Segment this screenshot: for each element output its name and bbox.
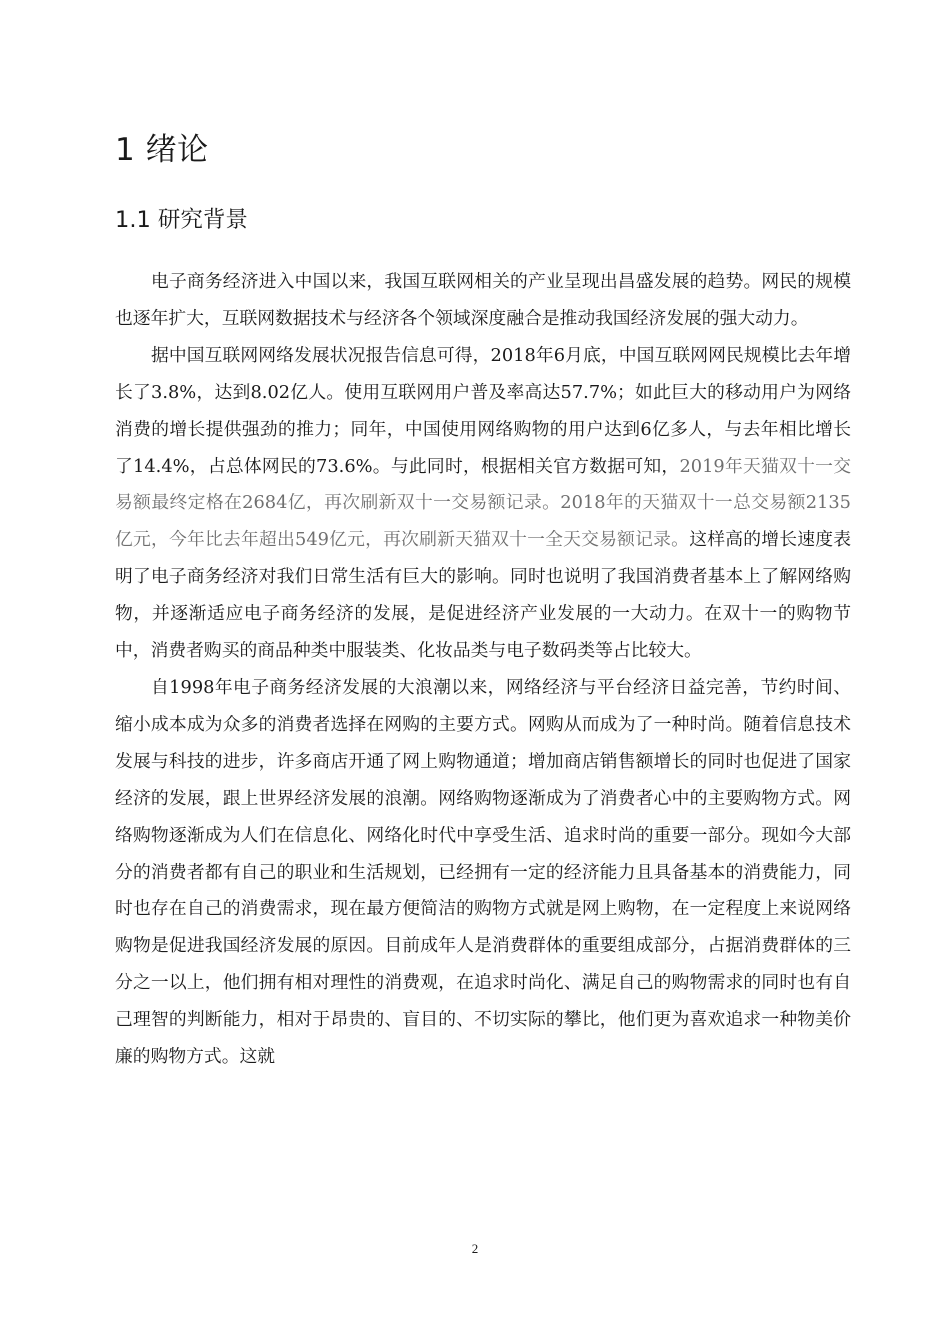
body-text [115, 264, 851, 1076]
page-number: 2 [471, 1241, 479, 1256]
section-title: 1.1 研究背景 [115, 207, 248, 233]
paragraph-2-part-a: 据中国互联网网络发展状况报告信息可得，2018年6月底，中国互联网网民规模比去年增长了3.8%，达到8.02亿人。使用互联网用户普及率高达57.7%；如此巨大的移动用户为网络消费的增长提供强劲的推力；同年，中国使用网络购物的用户达到6亿多人，与去年相比增长了14.4%，占总体网民的73.6%。与此同时，根据相关官方数据可知， [115, 344, 851, 477]
chapter-title: 1 绪论 [115, 132, 209, 168]
paragraph-3: 自1998年电子商务经济发展的大浪潮以来，网络经济与平台经济日益完善，节约时间、缩小成本成为众多的消费者选择在网购的主要方式。网购从而成为了一种时尚。随着信息技术发展与科技的进步，许多商店开通了网上购物通道；增加商店销售额增长的同时也促进了国家经济的发展，跟上世界经济发展的浪潮。网络购物逐渐成为了消费者心中的主要购物方式。网络购物逐渐成为人们在信息化、网络化时代中享受生活、追求时尚的重要一部分。现如今大部分的消费者都有自己的职业和生活规划，已经拥有一定的经济能力且具备基本的消费能力，同时也存在自己的消费需求，现在最方便简洁的购物方式就是网上购物，在一定程度上来说网络购物是促进我国经济发展的原因。目前成年人是消费群体的重要组成部分，占据消费群体的三分之一以上，他们拥有相对理性的消费观，在追求时尚化、满足自己的购物需求的同时也有自己理智的判断能力，相对于昂贵的、盲目的、不切实际的攀比，他们更为喜欢追求一种物美价廉的购物方式。这就 [115, 676, 851, 1068]
paragraph-2-part-c: 这样高的增长速度表明了电子商务经济对我们日常生活有巨大的影响。同时也说明了我国消费者基本上了解网络购物，并逐渐适应电子商务经济的发展，是促进经济产业发展的一大动力。在双十一的购物节中，消费者购买的商品种类中服装类、化妆品类与电子数码类等占比较大。 [115, 529, 851, 662]
paragraph-2-tmall-data: 2019年天猫双十一交易额最终定格在2684亿，再次刷新双十一交易额记录。2018年的天猫双十一总交易额2135亿元，今年比去年超出549亿元，再次刷新天猫双十一全天交易额记录。 [115, 455, 851, 551]
paragraph-2 [115, 338, 851, 670]
paragraph-1: 电子商务经济进入中国以来，我国互联网相关的产业呈现出昌盛发展的趋势。网民的规模也逐年扩大，互联网数据技术与经济各个领域深度融合是推动我国经济发展的强大动力。 [115, 271, 851, 329]
